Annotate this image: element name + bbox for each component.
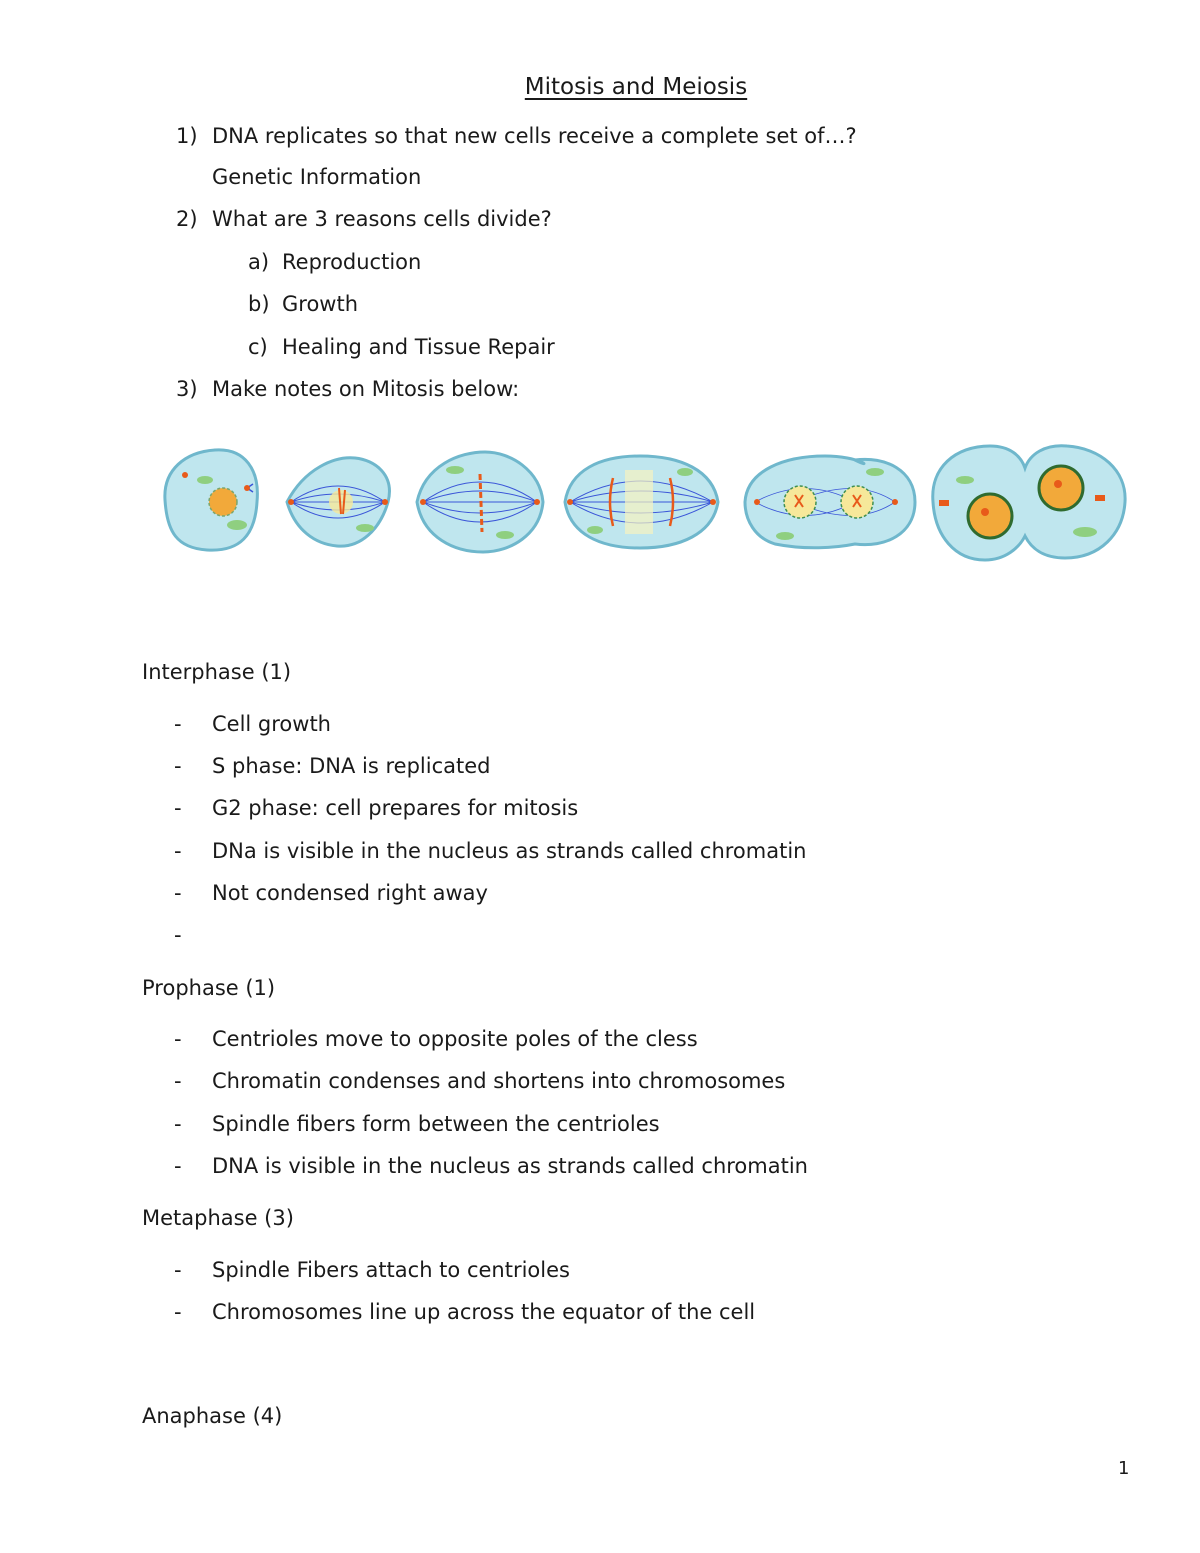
bullet-text: Chromosomes line up across the equator of the cell	[212, 1300, 756, 1324]
bullet-dash: -	[174, 923, 182, 947]
bullet-text: Centrioles move to opposite poles of the cless	[212, 1027, 698, 1051]
bullet-text: Not condensed right away	[212, 881, 488, 905]
bullet-dash: -	[174, 1300, 182, 1324]
bullet-dash: -	[174, 881, 182, 905]
page-title: Mitosis and Meiosis	[524, 74, 748, 100]
sub-item-text: Healing and Tissue Repair	[282, 335, 555, 359]
bullet-text: Cell growth	[212, 712, 331, 736]
bullet-dash: -	[174, 839, 182, 863]
section-heading-anaphase: Anaphase (4)	[142, 1404, 283, 1428]
sub-item-text: Growth	[282, 292, 359, 316]
question-number: 2)	[176, 207, 198, 231]
question-text: What are 3 reasons cells divide?	[212, 207, 552, 231]
bullet-text: DNA is visible in the nucleus as strands called chromatin	[212, 1154, 808, 1178]
sub-item-letter: b)	[248, 292, 270, 316]
bullet-dash: -	[174, 1069, 182, 1093]
sub-item-letter: c)	[248, 335, 268, 359]
interphase-cell	[165, 450, 258, 550]
question-number: 3)	[176, 377, 198, 401]
answer-text: Genetic Information	[212, 165, 422, 189]
telophase-cell	[745, 456, 915, 548]
bullet-dash: -	[174, 754, 182, 778]
section-heading-interphase: Interphase (1)	[142, 660, 292, 684]
sub-item-letter: a)	[248, 250, 270, 274]
page-number: 1	[1118, 1458, 1130, 1479]
section-heading-metaphase: Metaphase (3)	[142, 1206, 294, 1230]
question-number: 1)	[176, 124, 198, 148]
bullet-text: DNa is visible in the nucleus as strands called chromatin	[212, 839, 807, 863]
bullet-dash: -	[174, 796, 182, 820]
mitosis-stages-illustration	[155, 440, 1135, 568]
bullet-text: G2 phase: cell prepares for mitosis	[212, 796, 579, 820]
bullet-dash: -	[174, 1258, 182, 1282]
sub-item-text: Reproduction	[282, 250, 422, 274]
question-text: DNA replicates so that new cells receive a complete set of…?	[212, 124, 857, 148]
bullet-text: Chromatin condenses and shortens into chromosomes	[212, 1069, 786, 1093]
anaphase-cell	[565, 456, 718, 548]
bullet-dash: -	[174, 1027, 182, 1051]
cytokinesis-cells	[933, 446, 1125, 560]
bullet-dash: -	[174, 712, 182, 736]
bullet-dash: -	[174, 1154, 182, 1178]
question-text: Make notes on Mitosis below:	[212, 377, 520, 401]
section-heading-prophase: Prophase (1)	[142, 976, 276, 1000]
bullet-text: Spindle fibers form between the centrioles	[212, 1112, 660, 1136]
bullet-text: Spindle Fibers attach to centrioles	[212, 1258, 570, 1282]
bullet-dash: -	[174, 1112, 182, 1136]
bullet-text: S phase: DNA is replicated	[212, 754, 491, 778]
metaphase-cell	[417, 452, 543, 552]
prophase-cell	[287, 458, 389, 546]
